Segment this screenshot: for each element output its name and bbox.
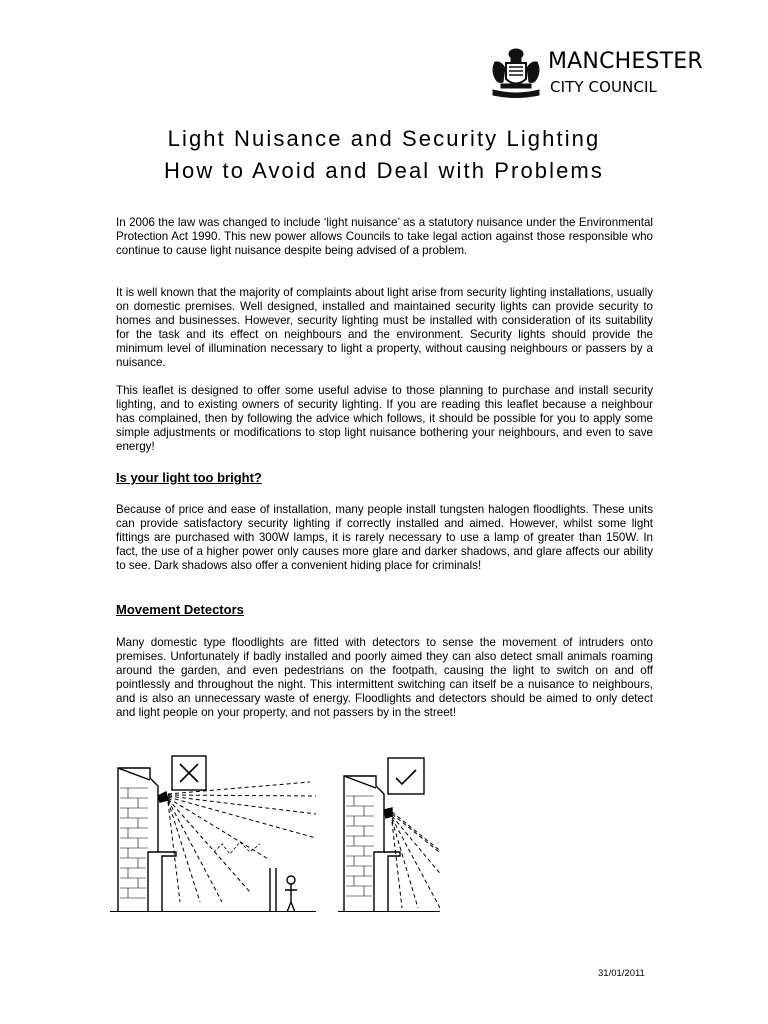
intro-paragraph-3: This leaflet is designed to offer some useful advise to those planning to purchase and install security lighting, and to existing owners of security lighting. If you are reading this leaflet because a neighbour has complained, then by following the advice which follows, it should be possible for you to apply some simple adjustments or modifications to stop light nuisance bothering your neighbours, and even to save energy! [116, 384, 653, 453]
page-title-line1: Light Nuisance and Security Lighting [167, 126, 601, 151]
section-heading-bright: Is your light too bright? [116, 470, 262, 485]
council-name-line1: MANCHESTER [548, 49, 703, 74]
wrong-aiming-diagram [110, 756, 316, 912]
correct-aiming-diagram [338, 758, 440, 912]
section-heading-movement: Movement Detectors [116, 602, 244, 617]
intro-paragraph-1: In 2006 the law was changed to include ‘light nuisance’ as a statutory nuisance under the Environmental Protection Act 1990. This new power allows Councils to take legal action against those responsible who continue to cause light nuisance despite being advised of a problem. [116, 216, 653, 257]
page-title-line2: How to Avoid and Deal with Problems [164, 158, 604, 183]
floodlight-aiming-illustration [110, 752, 440, 912]
section-body-movement: Many domestic type floodlights are fitted with detectors to sense the movement of intruders onto premises. Unfortunately if badly installed and poorly aimed they can also detect small animals roaming around the garden, and even pedestrians on the footpath, causing the light to switch on and off pointlessly and throughout the night. This intermittent switching can itself be a nuisance to neighbours, and is also an unnecessary waste of energy. Floodlights and detectors should be aimed to only detect and light people on your property, and not passers by in the street! [116, 636, 653, 719]
section-body-bright: Because of price and ease of installation, many people install tungsten halogen floodlights. These units can provide satisfactory security lighting if correctly installed and aimed. However, whilst some light fittings are purchased with 300W lamps, it is rarely necessary to use a lamp of greater than 150W. In fact, the use of a higher power only causes more glare and darker shadows, and glare affects our ability to see. Dark shadows also offer a convenient hiding place for criminals! [116, 503, 653, 572]
council-logo [489, 46, 729, 102]
footer-date: 31/01/2011 [598, 968, 645, 979]
intro-paragraph-2: It is well known that the majority of complaints about light arise from security lighting installations, usually on domestic premises. Well designed, installed and maintained security lights can provide security to homes and businesses. However, security lighting must be installed with consideration of its suitability for the task and its effect on neighbours and the environment. Security lights should provide the minimum level of illumination necessary to light a property, without causing neighbours or passers by a nuisance. [116, 286, 653, 369]
coat-of-arms-crest-icon [489, 46, 543, 100]
council-name-line2: CITY COUNCIL [550, 78, 657, 96]
